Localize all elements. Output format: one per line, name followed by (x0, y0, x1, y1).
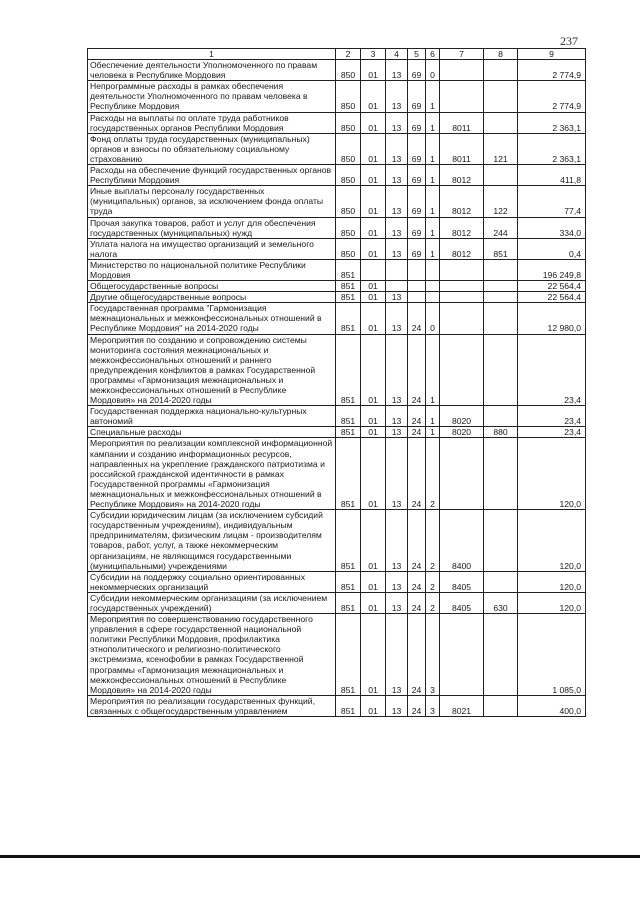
row-code-cell: 0 (426, 60, 440, 81)
row-amount-cell: 400,0 (518, 695, 586, 716)
row-code-cell: 1 (426, 186, 440, 217)
row-code-cell: 13 (386, 695, 408, 716)
row-code-cell (426, 292, 440, 303)
row-code-cell: 01 (361, 438, 386, 510)
table-row (88, 217, 586, 238)
row-code-cell: 8012 (440, 217, 484, 238)
row-amount-cell: 196 249,8 (518, 259, 586, 280)
row-code-cell: 1 (426, 238, 440, 259)
row-code-cell (440, 281, 484, 292)
row-code-cell: 01 (361, 217, 386, 238)
row-name-cell: Субсидии на поддержку социально ориентированных некоммерческих организаций (88, 571, 336, 592)
row-name-cell: Другие общегосударственные вопросы (88, 292, 336, 303)
row-amount-cell: 0,4 (518, 238, 586, 259)
row-code-cell: 01 (361, 281, 386, 292)
row-code-cell (484, 259, 518, 280)
row-code-cell: 851 (336, 571, 361, 592)
row-code-cell: 13 (386, 406, 408, 427)
row-amount-cell: 22 564,4 (518, 292, 586, 303)
row-name-cell: Субсидии некоммерческим организациям (за исключением государственных учреждений) (88, 592, 336, 613)
row-code-cell: 630 (484, 592, 518, 613)
row-code-cell: 851 (336, 292, 361, 303)
page-number: 237 (560, 34, 578, 48)
row-code-cell: 13 (386, 238, 408, 259)
row-code-cell: 69 (408, 238, 426, 259)
table-row (88, 259, 586, 280)
page-bottom-rule (0, 855, 640, 858)
column-header: 9 (518, 49, 586, 60)
row-code-cell: 1 (426, 334, 440, 406)
budget-table (87, 48, 586, 717)
row-code-cell: 24 (408, 303, 426, 334)
row-name-cell: Расходы на обеспечение функций государственных органов Республики Мордовия (88, 165, 336, 186)
row-code-cell: 01 (361, 81, 386, 112)
row-code-cell: 01 (361, 186, 386, 217)
table-row (88, 427, 586, 438)
row-code-cell: 69 (408, 81, 426, 112)
row-code-cell (484, 334, 518, 406)
row-code-cell: 13 (386, 112, 408, 133)
row-code-cell: 69 (408, 217, 426, 238)
row-code-cell (484, 438, 518, 510)
row-code-cell: 24 (408, 406, 426, 427)
row-code-cell: 13 (386, 60, 408, 81)
row-name-cell: Субсидии юридическим лицам (за исключением субсидий государственным учреждениям), индивидуальным предпринимателям, физическим лицам - производителям товаров, работ, услуг, а также некоммерческим организациям, не являющимся государственными (муниципальными) учреждениями (88, 510, 336, 572)
row-code-cell: 69 (408, 186, 426, 217)
row-name-cell: Мероприятия по реализации государственных функций, связанных с общегосударственным управлением (88, 695, 336, 716)
table-row (88, 133, 586, 164)
row-code-cell (440, 303, 484, 334)
row-code-cell: 0 (426, 303, 440, 334)
row-code-cell: 851 (336, 427, 361, 438)
row-code-cell (440, 81, 484, 112)
column-header: 4 (386, 49, 408, 60)
row-code-cell: 851 (336, 281, 361, 292)
table-row (88, 112, 586, 133)
row-code-cell (484, 112, 518, 133)
row-amount-cell: 120,0 (518, 510, 586, 572)
table-row (88, 281, 586, 292)
row-code-cell: 880 (484, 427, 518, 438)
row-code-cell: 01 (361, 238, 386, 259)
row-code-cell: 13 (386, 592, 408, 613)
row-code-cell: 851 (336, 614, 361, 696)
row-code-cell: 01 (361, 614, 386, 696)
row-code-cell (484, 60, 518, 81)
row-code-cell: 69 (408, 165, 426, 186)
row-amount-cell: 2 363,1 (518, 112, 586, 133)
row-code-cell: 01 (361, 406, 386, 427)
row-code-cell: 850 (336, 81, 361, 112)
table-row (88, 303, 586, 334)
row-amount-cell: 120,0 (518, 438, 586, 510)
row-code-cell (386, 259, 408, 280)
row-amount-cell: 334,0 (518, 217, 586, 238)
row-code-cell: 13 (386, 438, 408, 510)
row-code-cell: 8012 (440, 186, 484, 217)
row-code-cell: 8011 (440, 112, 484, 133)
row-code-cell: 01 (361, 112, 386, 133)
row-code-cell: 24 (408, 510, 426, 572)
row-code-cell: 850 (336, 112, 361, 133)
table-row (88, 186, 586, 217)
row-code-cell: 13 (386, 571, 408, 592)
row-name-cell: Мероприятия по совершенствованию государственного управления в сфере государственной национальной политики Республики Мордовия, профилактика этнополитического и религиозно-политического экстремизма, ксенофобии в рамках Государственной программы «Гармонизация межнациональных и межконфессиональных отношений в Республике Мордовия» на 2014-2020 годы (88, 614, 336, 696)
row-code-cell: 24 (408, 571, 426, 592)
row-code-cell (484, 406, 518, 427)
row-code-cell: 3 (426, 614, 440, 696)
row-code-cell (440, 614, 484, 696)
row-code-cell: 850 (336, 186, 361, 217)
column-header: 1 (88, 49, 336, 60)
row-amount-cell: 2 363,1 (518, 133, 586, 164)
row-code-cell: 850 (336, 238, 361, 259)
row-code-cell (386, 281, 408, 292)
row-code-cell: 69 (408, 60, 426, 81)
row-code-cell: 13 (386, 133, 408, 164)
row-code-cell: 1 (426, 81, 440, 112)
table-header-row (88, 49, 586, 60)
row-code-cell (484, 81, 518, 112)
row-name-cell: Специальные расходы (88, 427, 336, 438)
row-code-cell: 01 (361, 571, 386, 592)
row-code-cell: 13 (386, 186, 408, 217)
row-code-cell: 850 (336, 60, 361, 81)
table-row (88, 510, 586, 572)
column-header: 6 (426, 49, 440, 60)
row-name-cell: Министерство по национальной политике Республики Мордовия (88, 259, 336, 280)
row-code-cell: 121 (484, 133, 518, 164)
row-code-cell: 13 (386, 165, 408, 186)
row-code-cell: 13 (386, 614, 408, 696)
row-name-cell: Расходы на выплаты по оплате труда работников государственных органов Республики Мордовия (88, 112, 336, 133)
row-name-cell: Общегосударственные вопросы (88, 281, 336, 292)
row-code-cell: 1 (426, 217, 440, 238)
row-code-cell: 8012 (440, 165, 484, 186)
row-amount-cell: 1 085,0 (518, 614, 586, 696)
row-name-cell: Непрограммные расходы в рамках обеспечения деятельности Уполномоченного по правам человека в Республике Мордовия (88, 81, 336, 112)
row-code-cell: 850 (336, 217, 361, 238)
row-code-cell: 851 (336, 303, 361, 334)
row-amount-cell: 12 980,0 (518, 303, 586, 334)
row-name-cell: Мероприятия по реализации комплексной информационной кампании и созданию информационных ресурсов, направленных на укрепление гражданского патриотизма и российской гражданской идентичности в рамках Государственной программы «Гармонизация межнациональных и межконфессиональных отношений в Республике Мордовия» на 2014-2020 годы (88, 438, 336, 510)
row-amount-cell: 77,4 (518, 186, 586, 217)
row-amount-cell: 23,4 (518, 334, 586, 406)
table-row (88, 81, 586, 112)
row-code-cell: 1 (426, 406, 440, 427)
row-code-cell (484, 510, 518, 572)
row-code-cell: 1 (426, 112, 440, 133)
row-code-cell (484, 571, 518, 592)
row-code-cell (484, 614, 518, 696)
row-code-cell: 01 (361, 60, 386, 81)
row-amount-cell: 120,0 (518, 571, 586, 592)
row-code-cell: 122 (484, 186, 518, 217)
row-code-cell: 13 (386, 292, 408, 303)
row-code-cell (408, 281, 426, 292)
row-name-cell: Фонд оплаты труда государственных (муниципальных) органов и взносы по обязательному социальному страхованию (88, 133, 336, 164)
row-code-cell: 8021 (440, 695, 484, 716)
row-code-cell: 69 (408, 133, 426, 164)
row-code-cell: 13 (386, 303, 408, 334)
table-row (88, 614, 586, 696)
row-amount-cell: 2 774,9 (518, 60, 586, 81)
row-code-cell: 24 (408, 695, 426, 716)
row-name-cell: Уплата налога на имущество организаций и земельного налога (88, 238, 336, 259)
row-code-cell: 851 (336, 510, 361, 572)
row-code-cell: 01 (361, 334, 386, 406)
row-code-cell (484, 281, 518, 292)
row-code-cell: 1 (426, 133, 440, 164)
row-code-cell: 24 (408, 614, 426, 696)
table-row (88, 695, 586, 716)
table-row (88, 438, 586, 510)
row-code-cell: 2 (426, 592, 440, 613)
column-header: 7 (440, 49, 484, 60)
row-name-cell: Иные выплаты персоналу государственных (муниципальных) органов, за исключением фонда оплаты труда (88, 186, 336, 217)
row-code-cell: 8012 (440, 238, 484, 259)
row-code-cell: 13 (386, 510, 408, 572)
row-name-cell: Мероприятия по созданию и сопровождению системы мониторинга состояния межнациональных и межконфессиональных отношений и раннего предупреждения конфликтов в рамках Государственной программы «Гармонизация межнациональных и межконфессиональных отношений в Республике Мордовия» на 2014-2020 годы (88, 334, 336, 406)
row-code-cell (361, 259, 386, 280)
row-code-cell: 851 (336, 438, 361, 510)
row-code-cell (426, 259, 440, 280)
table-row (88, 406, 586, 427)
row-code-cell: 01 (361, 165, 386, 186)
row-code-cell: 8405 (440, 571, 484, 592)
row-code-cell: 851 (336, 406, 361, 427)
row-code-cell: 13 (386, 334, 408, 406)
row-code-cell: 01 (361, 133, 386, 164)
row-code-cell (484, 292, 518, 303)
table-row (88, 292, 586, 303)
row-code-cell: 01 (361, 292, 386, 303)
row-code-cell: 13 (386, 81, 408, 112)
row-code-cell (408, 259, 426, 280)
table-row (88, 592, 586, 613)
column-header: 3 (361, 49, 386, 60)
row-name-cell: Прочая закупка товаров, работ и услуг для обеспечения государственных (муниципальных) нужд (88, 217, 336, 238)
row-code-cell: 01 (361, 695, 386, 716)
row-code-cell (426, 281, 440, 292)
row-code-cell (440, 334, 484, 406)
column-header: 8 (484, 49, 518, 60)
row-code-cell: 01 (361, 303, 386, 334)
row-code-cell: 24 (408, 334, 426, 406)
row-code-cell: 8020 (440, 406, 484, 427)
row-code-cell: 244 (484, 217, 518, 238)
column-header: 5 (408, 49, 426, 60)
row-code-cell: 850 (336, 165, 361, 186)
row-code-cell: 851 (484, 238, 518, 259)
row-name-cell: Государственная поддержка национально-культурных автономий (88, 406, 336, 427)
row-amount-cell: 23,4 (518, 427, 586, 438)
row-code-cell: 8405 (440, 592, 484, 613)
row-code-cell: 3 (426, 695, 440, 716)
row-code-cell: 1 (426, 427, 440, 438)
row-code-cell: 8011 (440, 133, 484, 164)
row-code-cell: 851 (336, 259, 361, 280)
row-code-cell (408, 292, 426, 303)
row-amount-cell: 411,8 (518, 165, 586, 186)
table-row (88, 238, 586, 259)
row-code-cell (440, 60, 484, 81)
table-row (88, 165, 586, 186)
row-code-cell: 24 (408, 438, 426, 510)
row-name-cell: Обеспечение деятельности Уполномоченного по правам человека в Республике Мордовия (88, 60, 336, 81)
row-code-cell: 01 (361, 427, 386, 438)
row-code-cell: 24 (408, 427, 426, 438)
row-amount-cell: 22 564,4 (518, 281, 586, 292)
row-code-cell: 851 (336, 695, 361, 716)
row-code-cell: 1 (426, 165, 440, 186)
row-code-cell (440, 438, 484, 510)
row-code-cell: 13 (386, 427, 408, 438)
row-code-cell: 851 (336, 334, 361, 406)
row-code-cell: 2 (426, 571, 440, 592)
row-amount-cell: 23,4 (518, 406, 586, 427)
row-code-cell (440, 292, 484, 303)
row-code-cell: 13 (386, 217, 408, 238)
row-code-cell: 8020 (440, 427, 484, 438)
row-code-cell: 01 (361, 592, 386, 613)
row-code-cell: 24 (408, 592, 426, 613)
row-code-cell (484, 165, 518, 186)
row-code-cell: 851 (336, 592, 361, 613)
row-code-cell: 69 (408, 112, 426, 133)
row-code-cell: 01 (361, 510, 386, 572)
row-code-cell (484, 695, 518, 716)
row-code-cell: 2 (426, 438, 440, 510)
row-amount-cell: 120,0 (518, 592, 586, 613)
row-amount-cell: 2 774,9 (518, 81, 586, 112)
row-code-cell: 2 (426, 510, 440, 572)
table-row (88, 60, 586, 81)
column-header: 2 (336, 49, 361, 60)
row-code-cell (440, 259, 484, 280)
table-row (88, 334, 586, 406)
row-name-cell: Государственная программа "Гармонизация межнациональных и межконфессиональных отношений в Республике Мордовия" на 2014-2020 годы (88, 303, 336, 334)
row-code-cell (484, 303, 518, 334)
row-code-cell: 8400 (440, 510, 484, 572)
row-code-cell: 850 (336, 133, 361, 164)
table-row (88, 571, 586, 592)
